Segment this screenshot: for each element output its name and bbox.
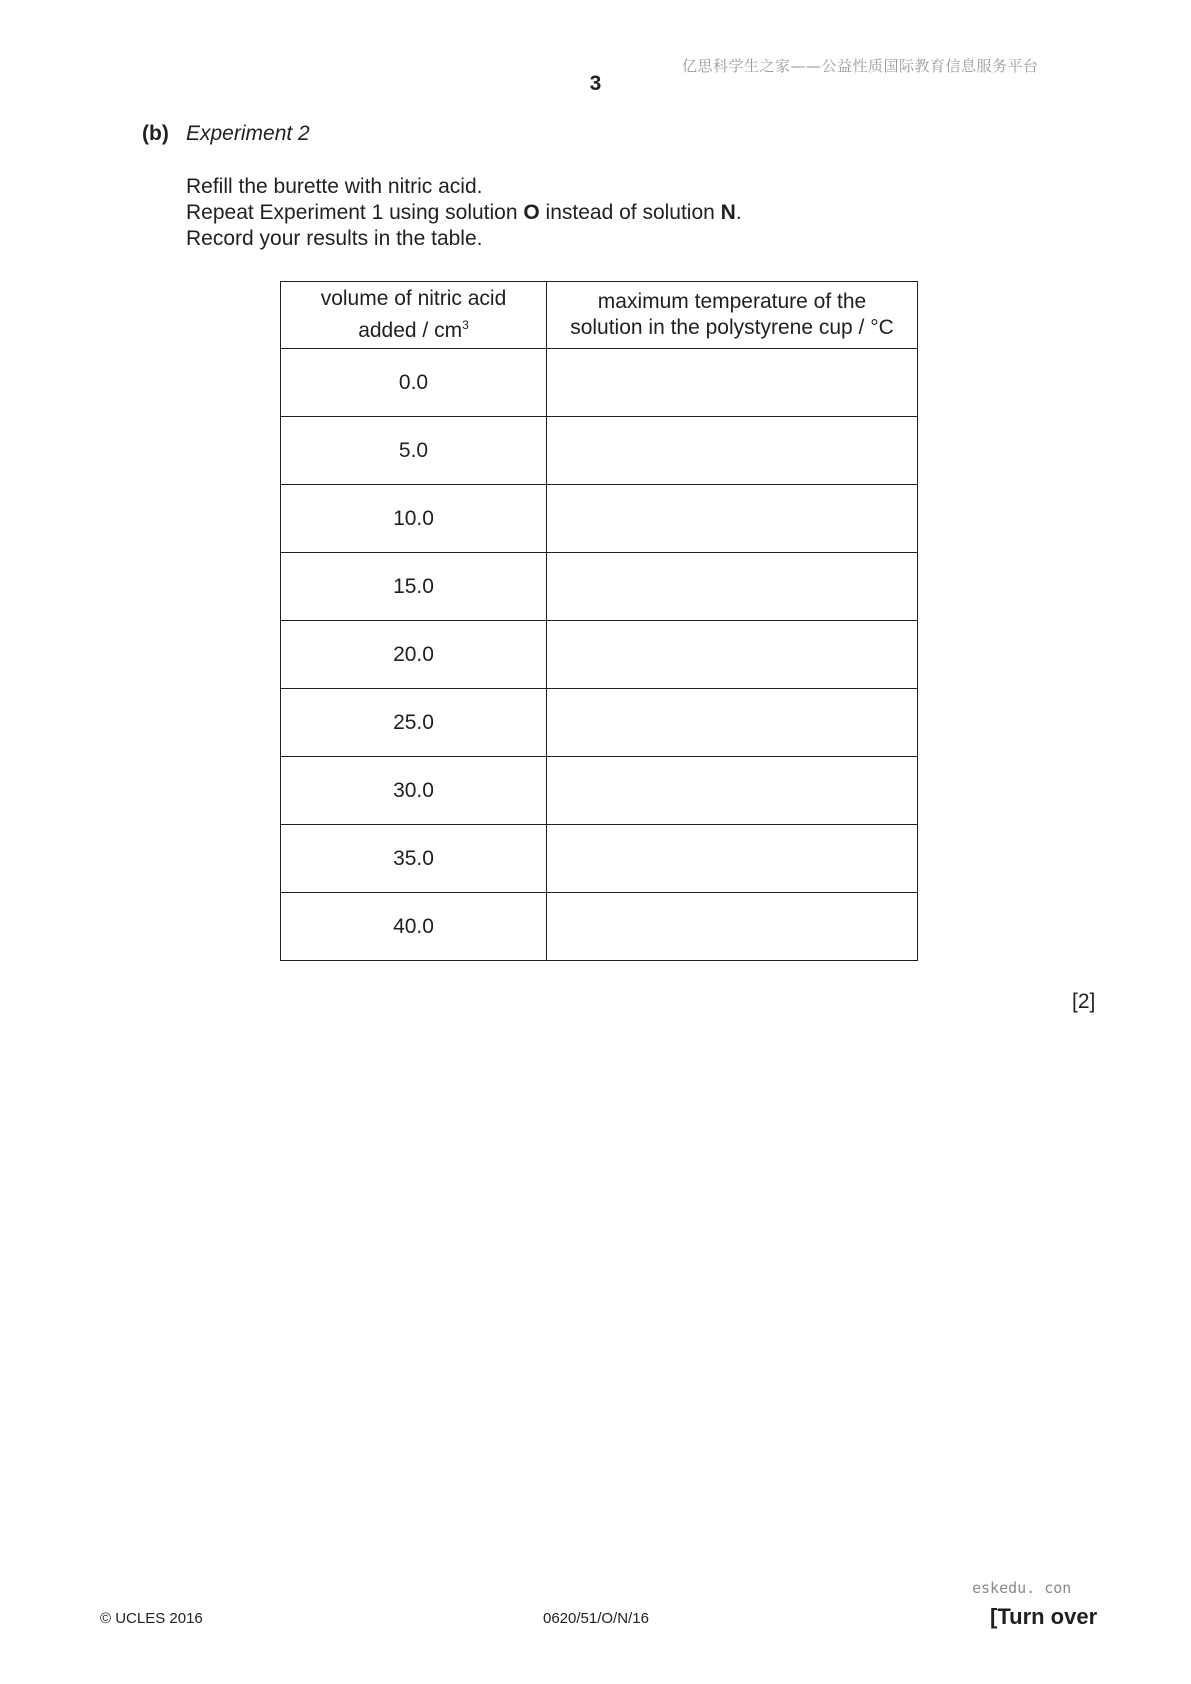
footer-paper-code: 0620/51/O/N/16 (543, 1610, 649, 1627)
table-row (281, 825, 918, 893)
results-table (280, 281, 918, 961)
header-watermark: 亿思科学生之家——公益性质国际教育信息服务平台 (682, 57, 1039, 75)
question-part-label: (b) (142, 122, 169, 145)
volume-cell: 25.0 (281, 689, 547, 757)
volume-cell: 30.0 (281, 757, 547, 825)
temperature-cell[interactable] (547, 757, 918, 825)
table-row (281, 417, 918, 485)
temperature-cell[interactable] (547, 553, 918, 621)
footer-copyright: © UCLES 2016 (100, 1610, 203, 1627)
temperature-cell[interactable] (547, 621, 918, 689)
question-part-title: Experiment 2 (186, 122, 310, 145)
table-row (281, 553, 918, 621)
volume-cell: 10.0 (281, 485, 547, 553)
table-row (281, 757, 918, 825)
volume-cell: 15.0 (281, 553, 547, 621)
table-row (281, 349, 918, 417)
volume-cell: 40.0 (281, 893, 547, 961)
table-row (281, 485, 918, 553)
volume-cell: 35.0 (281, 825, 547, 893)
temperature-cell[interactable] (547, 485, 918, 553)
turn-over-label: [Turn over (990, 1604, 1098, 1629)
temperature-cell[interactable] (547, 417, 918, 485)
page-number: 3 (589, 72, 602, 95)
marks-allocation: [2] (1072, 990, 1096, 1013)
temperature-cell[interactable] (547, 689, 918, 757)
footer-watermark: eskedu. con (972, 1579, 1072, 1597)
instruction-line-1: Refill the burette with nitric acid. (186, 175, 483, 198)
instruction-line-3: Record your results in the table. (186, 227, 483, 250)
temperature-column-header: maximum temperature of the solution in the polystyrene cup / °C (547, 282, 918, 349)
instruction-line-2: Repeat Experiment 1 using solution O instead of solution N. (186, 201, 742, 224)
temperature-cell[interactable] (547, 893, 918, 961)
volume-cell: 20.0 (281, 621, 547, 689)
table-row (281, 621, 918, 689)
table-row (281, 689, 918, 757)
volume-cell: 5.0 (281, 417, 547, 485)
table-header-row (281, 282, 918, 349)
temperature-cell[interactable] (547, 349, 918, 417)
table-row (281, 893, 918, 961)
instructions (186, 174, 742, 252)
volume-column-header: volume of nitric acid added / $cm^3$ (281, 282, 547, 349)
temperature-cell[interactable] (547, 825, 918, 893)
volume-cell: 0.0 (281, 349, 547, 417)
